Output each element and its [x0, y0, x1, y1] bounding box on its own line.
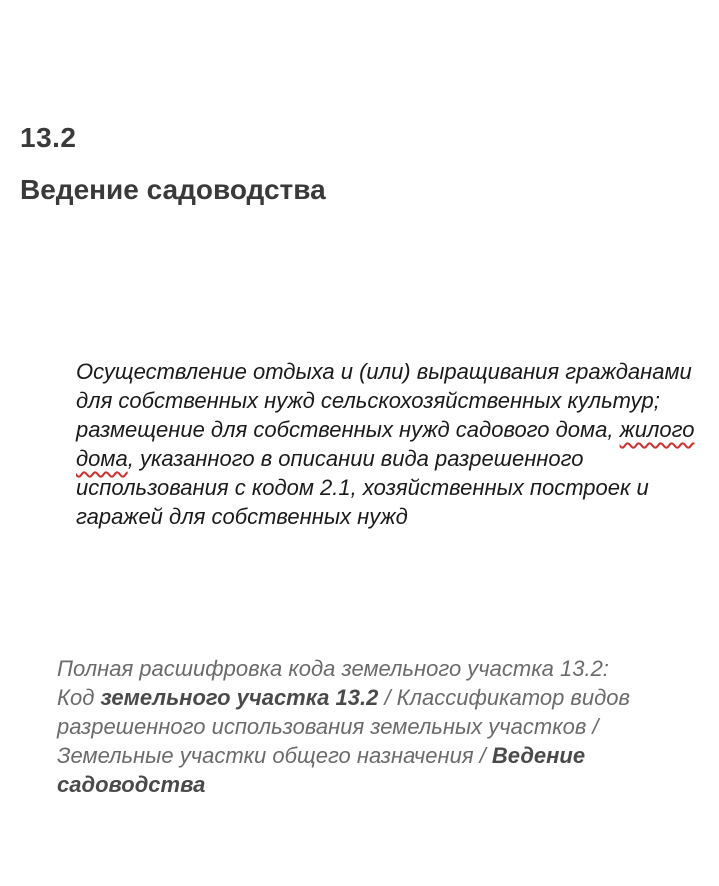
spellcheck-flagged-text[interactable]: жилого дома [76, 417, 695, 471]
breakdown-classification-path: / Классификатор видов разрешенного использования земельных участков / Земельные участки общего назначения / [57, 685, 631, 768]
description-text-after: , указанного в описании вида разрешенного использования с кодом 2.1, хозяйственных построек и гаражей для собственных нужд [76, 446, 649, 529]
breakdown-code-bold: земельного участка 13.2 [100, 685, 379, 710]
breakdown-prefix: Код [57, 685, 101, 710]
land-use-description [76, 357, 696, 531]
land-use-title: Ведение садоводства [20, 174, 326, 205]
breakdown-intro: Полная расшифровка кода земельного участка 13.2: [57, 656, 609, 681]
breakdown-final-title: Ведение садоводства [57, 743, 586, 797]
land-use-code: 13.2 [20, 122, 77, 153]
full-code-breakdown [57, 654, 697, 799]
description-text-before: Осуществление отдыха и (или) выращивания гражданами для собственных нужд сельскохозяйственных культур; размещение для собственных нужд садового дома, [76, 359, 692, 442]
